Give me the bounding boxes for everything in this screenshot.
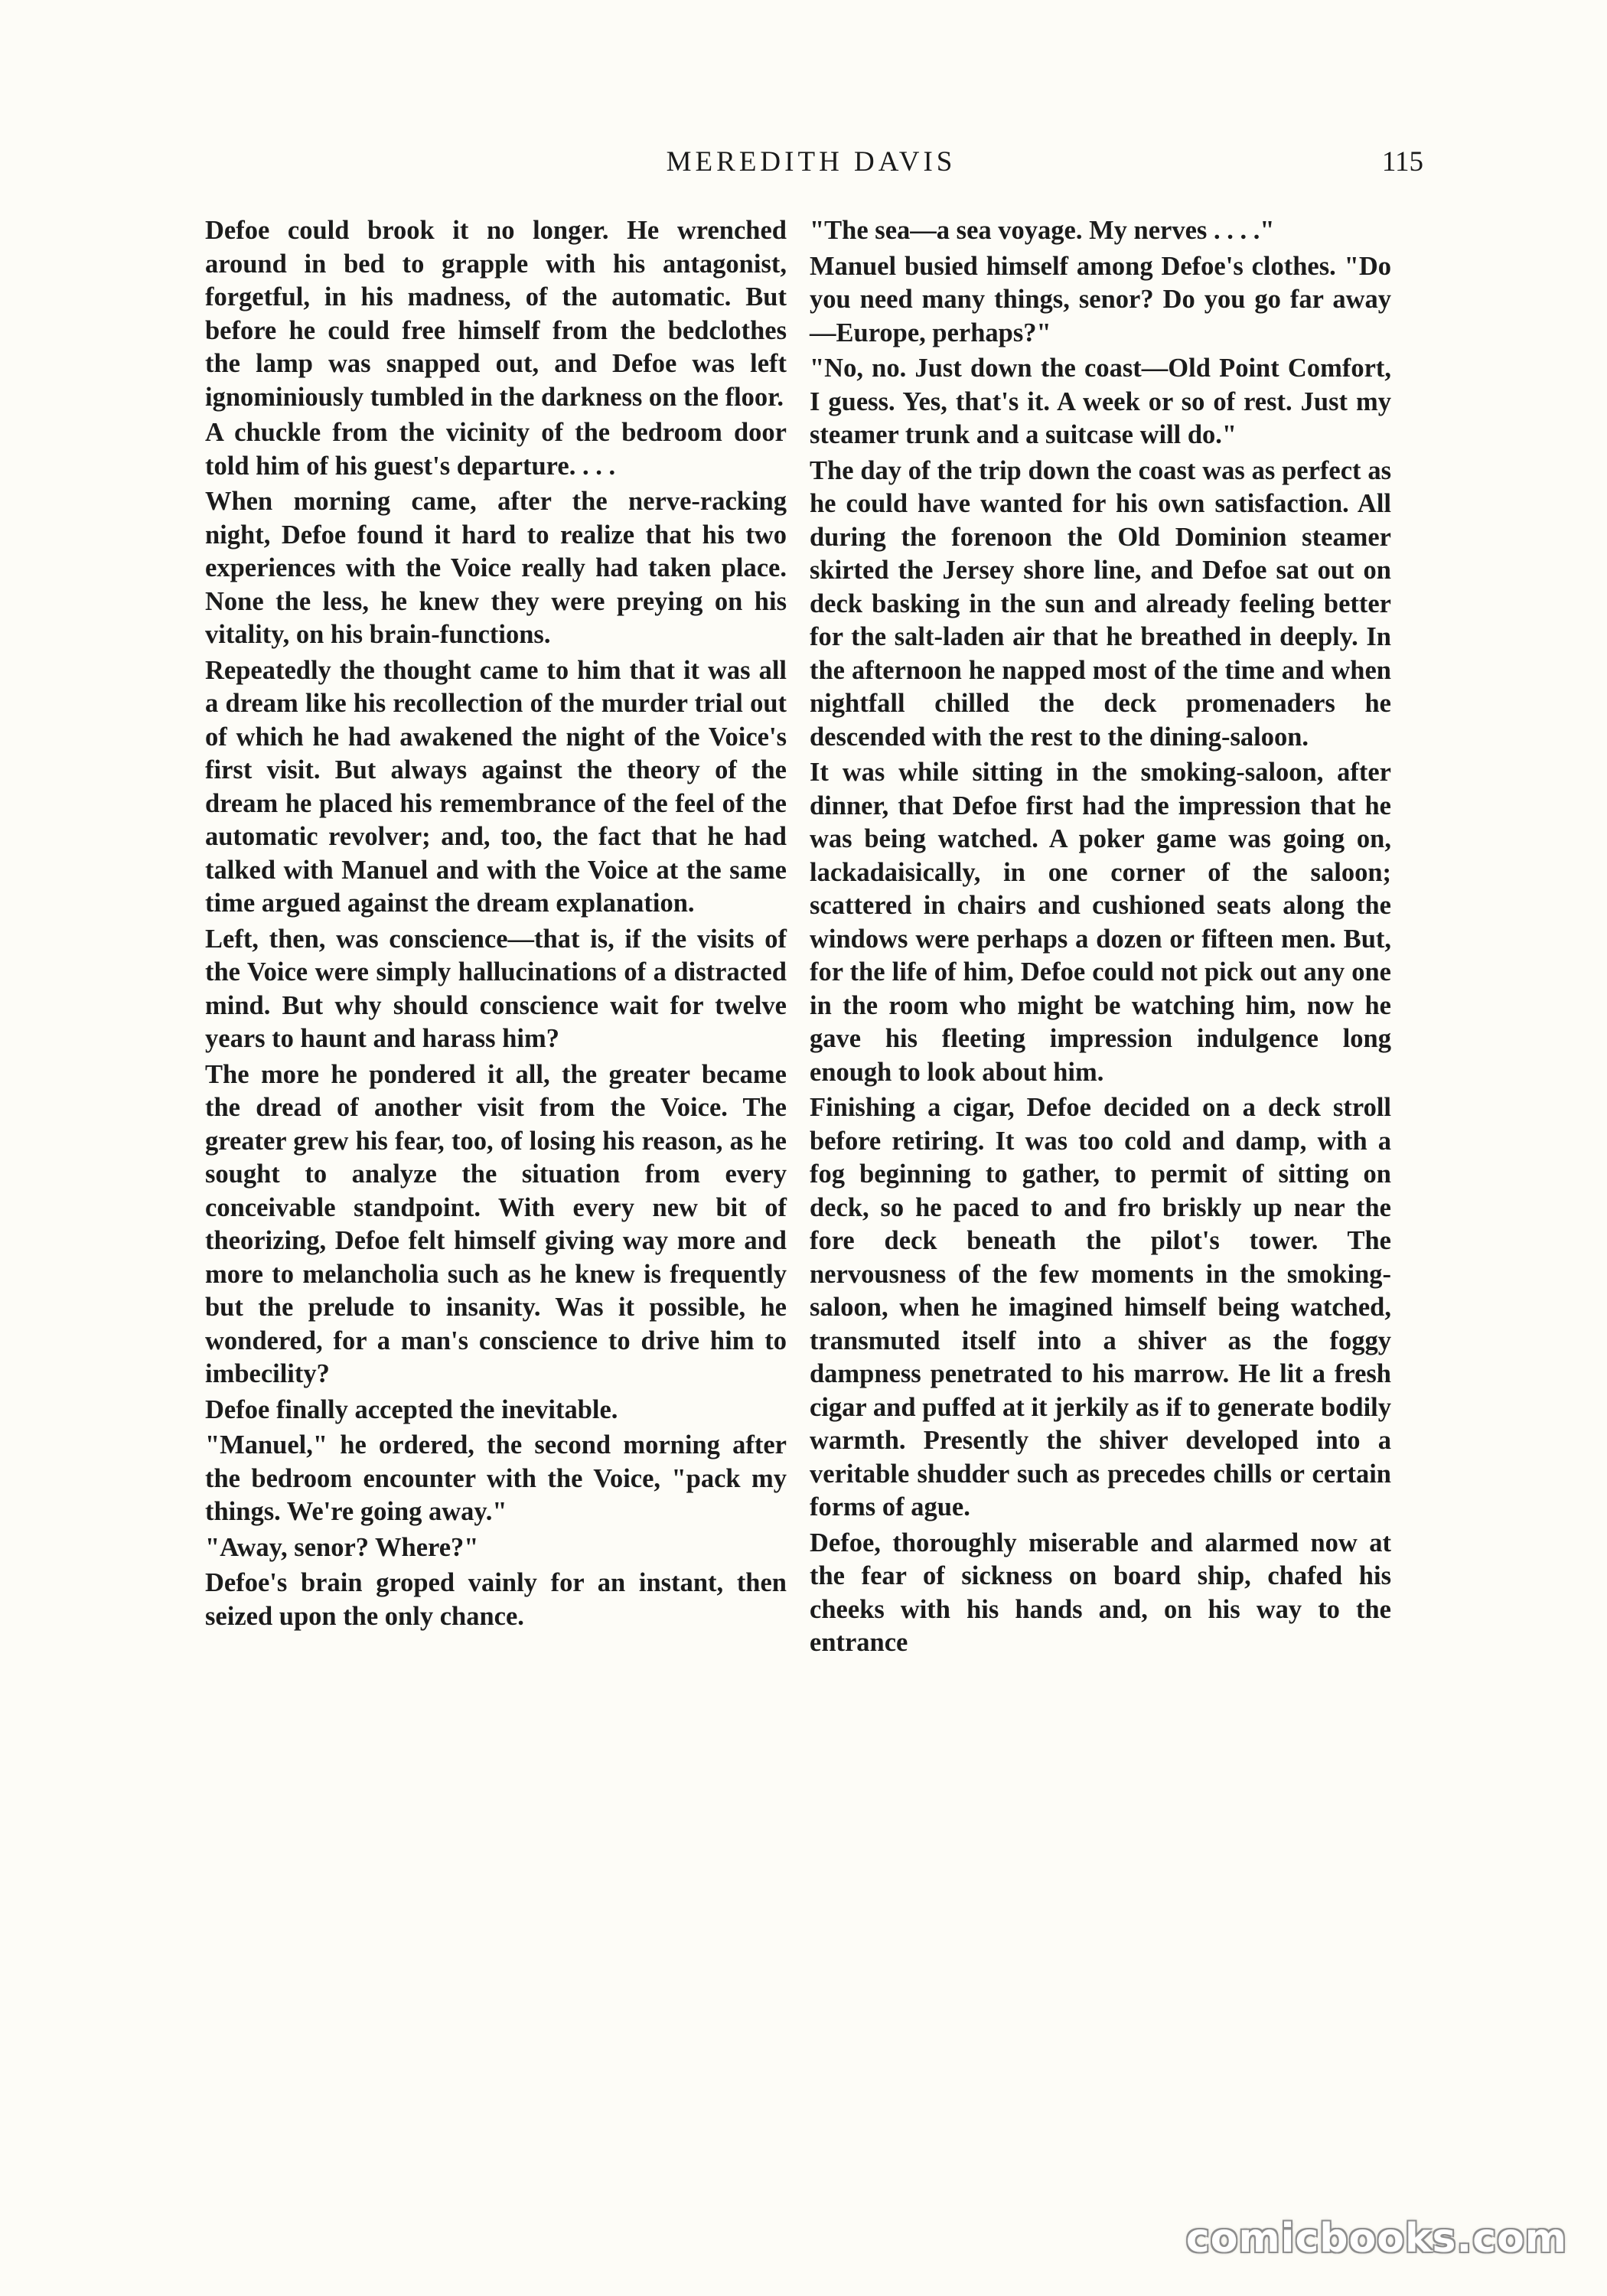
paragraph: "Manuel," he ordered, the second morning after the bedroom encounter with the Voice, "pack my things. We're going away." [205, 1430, 787, 1526]
paragraph: It was while sitting in the smoking-saloon, after dinner, that Defoe first had the impression that he was being watched. A poker game was going on, lackadaisically, in one corner of the saloon; scattered in chairs and cushioned seats along the windows were perhaps a dozen or fifteen men. But, for the life of him, Defoe could not pick out any one in the room who might be watching him, now he gave his fleeting impression indulgence long enough to look about him. [810, 758, 1391, 1087]
right-column [810, 214, 1391, 1660]
paragraph: "Away, senor? Where?" [205, 1532, 479, 1562]
paragraph: Defoe could brook it no longer. He wrenched around in bed to grapple with his antagonist, forgetful, in his madness, of the automatic. But before he could free himself from the bedclothes the lamp was snapped out, and Defoe was left ignominiously tumbled in the darkness on the floor. [205, 216, 787, 412]
running-head: MEREDITH DAVIS [666, 146, 957, 178]
paragraph: Left, then, was conscience—that is, if the visits of the Voice were simply hallucinations of a distracted mind. But why should conscience wait for twelve years to haunt and harass him? [205, 924, 787, 1053]
paragraph: "The sea—a sea voyage. My nerves . . . ." [810, 216, 1275, 245]
paragraph: Defoe, thoroughly miserable and alarmed now at the fear of sickness on board ship, chafed his cheeks with his hands and, on his way to the entrance [810, 1528, 1391, 1657]
paragraph: Defoe finally accepted the inevitable. [205, 1394, 618, 1424]
watermark: comicbooks.com [1185, 2216, 1567, 2262]
paragraph: Finishing a cigar, Defoe decided on a deck stroll before retiring. It was too cold and damp, with a fog beginning to gather, to permit of sitting on deck, so he paced to and fro briskly up near the fore deck beneath the pilot's tower. The nervousness of the few moments in the smoking-saloon, when he imagined himself being watched, transmuted itself into a shiver as the foggy dampness penetrated to his marrow. He lit a fresh cigar and puffed at it jerkily as if to generate bodily warmth. Presently the shiver developed into a veritable shudder such as precedes chills or certain forms of ague. [810, 1093, 1391, 1521]
paragraph: "No, no. Just down the coast—Old Point Comfort, I guess. Yes, that's it. A week or so of rest. Just my steamer trunk and a suitcase will do." [810, 354, 1391, 449]
paragraph: Repeatedly the thought came to him that it was all a dream like his recollection of the murder trial out of which he had awakened the night of the Voice's first visit. But always against the theory of the dream he placed his remembrance of the feel of the automatic revolver; and, too, the fact that he had talked with Manuel and with the Voice at the same time argued against the dream explanation. [205, 655, 787, 918]
page-header [199, 145, 1423, 191]
paragraph: Manuel busied himself among Defoe's clothes. "Do you need many things, senor? Do you go far away—Europe, perhaps?" [810, 251, 1391, 347]
paragraph: When morning came, after the nerve-racking night, Defoe found it hard to realize that his two experiences with the Voice really had taken place. None the less, he knew they were preying on his vitality, on his brain-functions. [205, 487, 787, 649]
paragraph: Defoe's brain groped vainly for an instant, then seized upon the only chance. [205, 1568, 787, 1631]
text-columns [205, 214, 1429, 2051]
paragraph: A chuckle from the vicinity of the bedroom door told him of his guest's departure. . . . [205, 418, 787, 481]
paragraph: The day of the trip down the coast was as perfect as he could have wanted for his own satisfaction. All during the forenoon the Old Dominion steamer skirted the Jersey shore line, and Defoe sat out on deck basking in the sun and already feeling better for the salt-laden air that he breathed in deeply. In the afternoon he napped most of the time and when nightfall chilled the deck promenaders he descended with the rest to the dining-saloon. [810, 455, 1391, 752]
page-number: 115 [1381, 146, 1423, 178]
paragraph: The more he pondered it all, the greater became the dread of another visit from the Voice. The greater grew his fear, too, of losing his reason, as he sought to analyze the situation from every conceivable standpoint. With every new bit of theorizing, Defoe felt himself giving way more and more to melancholia such as he knew is frequently but the prelude to insanity. Was it possible, he wondered, for a man's conscience to drive him to imbecility? [205, 1059, 787, 1388]
left-column [205, 214, 787, 1633]
